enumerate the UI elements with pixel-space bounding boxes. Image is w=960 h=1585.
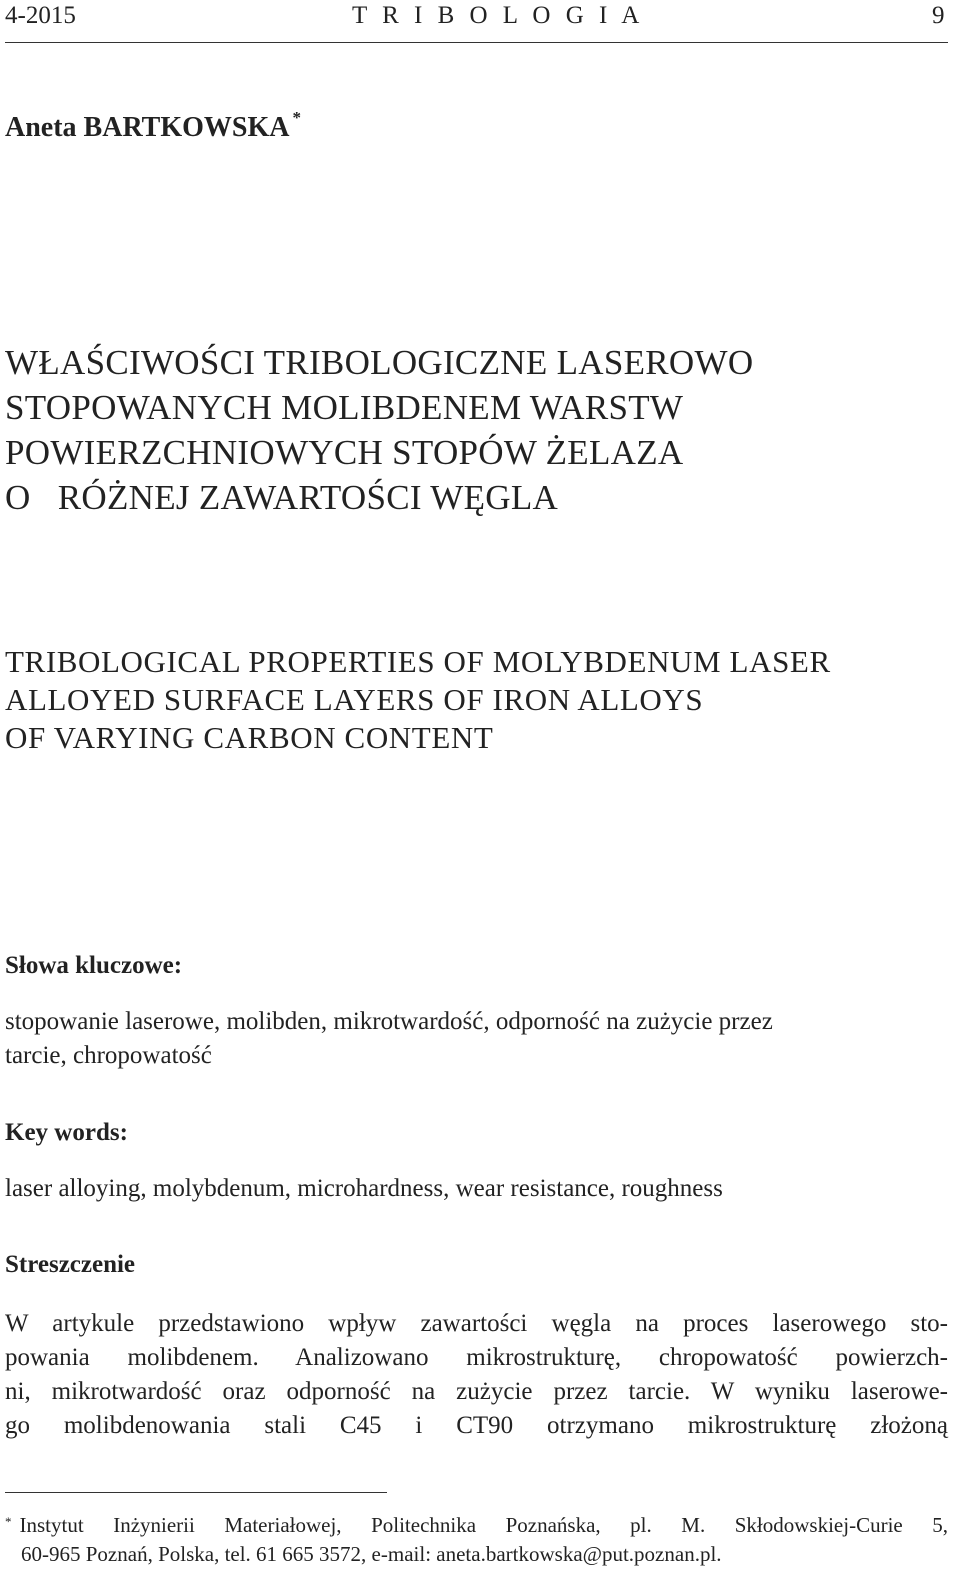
footnote-rule: [5, 1492, 387, 1493]
abstract-line: powania molibdenem. Analizowano mikrostrukturę, chropowatość powierzch-: [5, 1344, 948, 1371]
journal-title: T R I B O L O G I A: [352, 2, 644, 29]
keywords-en-label: Key words:: [5, 1119, 128, 1146]
title-polish-line: O RÓŻNEJ ZAWARTOŚCI WĘGLA: [5, 478, 559, 517]
title-english-line: TRIBOLOGICAL PROPERTIES OF MOLYBDENUM LASER: [5, 644, 831, 679]
title-english-line: ALLOYED SURFACE LAYERS OF IRON ALLOYS: [5, 682, 704, 717]
footnote-line-2: 60-965 Poznań, Polska, tel. 61 665 3572, e-mail: aneta.bartkowska@put.poznan.pl.: [21, 1542, 722, 1566]
keywords-pl-label: Słowa kluczowe:: [5, 952, 183, 979]
title-polish-line: WŁAŚCIWOŚCI TRIBOLOGICZNE LASEROWO: [5, 343, 754, 382]
abstract-body: [5, 1307, 948, 1443]
title-polish: [5, 340, 753, 520]
keywords-pl-line: tarcie, chropowatość: [5, 1042, 212, 1069]
keywords-en-text: laser alloying, molybdenum, microhardness, wear resistance, roughness: [5, 1175, 723, 1202]
title-english-line: OF VARYING CARBON CONTENT: [5, 720, 494, 755]
footnote-marker: *: [5, 1514, 12, 1529]
abstract-heading: Streszczenie: [5, 1251, 136, 1278]
footnote-line-1: [5, 1511, 948, 1540]
header-rule: [5, 42, 948, 43]
footnote: [5, 1511, 948, 1569]
author-name: Aneta BARTKOWSKA: [5, 112, 290, 143]
title-english: [5, 643, 831, 757]
keywords-pl-line: stopowanie laserowe, molibden, mikrotwardość, odporność na zużycie przez: [5, 1008, 773, 1035]
abstract-line: go molibdenowania stali C45 i CT90 otrzymano mikrostrukturę złożoną: [5, 1412, 948, 1439]
issue-label: 4-2015: [5, 2, 76, 29]
abstract-line: ni, mikrotwardość oraz odporność na zużycie przez tarcie. W wyniku laserowe-: [5, 1378, 948, 1405]
author: [5, 108, 301, 144]
footnote-affiliation: Instytut Inżynierii Materiałowej, Politechnika Poznańska, pl. M. Skłodowskiej-Curie 5,: [19, 1513, 948, 1537]
author-footnote-marker: *: [292, 108, 301, 127]
abstract-line: W artykule przedstawiono wpływ zawartości węgla na proces laserowego sto-: [5, 1310, 948, 1337]
title-polish-line: POWIERZCHNIOWYCH STOPÓW ŻELAZA: [5, 433, 684, 472]
title-polish-line: STOPOWANYCH MOLIBDENEM WARSTW: [5, 388, 684, 427]
page-number: 9: [932, 2, 945, 29]
